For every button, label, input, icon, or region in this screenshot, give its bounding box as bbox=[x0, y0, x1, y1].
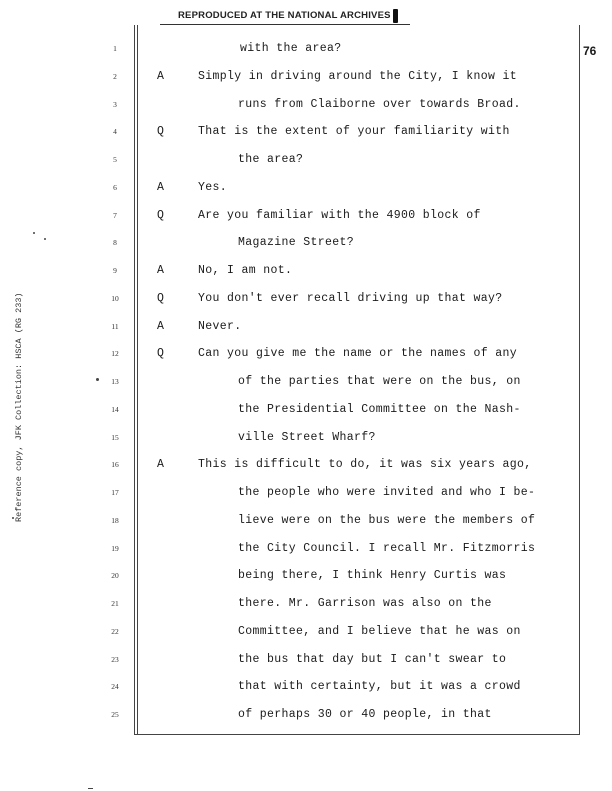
line-number: 20 bbox=[111, 571, 119, 581]
line-number: 21 bbox=[111, 599, 119, 608]
transcript-line: Magazine Street? bbox=[238, 236, 355, 250]
line-number: 10 bbox=[111, 293, 119, 303]
line-number: 5 bbox=[113, 155, 117, 164]
line-number: 3 bbox=[113, 99, 117, 109]
line-number: 15 bbox=[111, 432, 119, 442]
line-number: 14 bbox=[111, 404, 119, 414]
speaker-label: Q bbox=[157, 347, 164, 361]
line-number: 16 bbox=[111, 460, 119, 470]
line-number: 8 bbox=[113, 238, 117, 248]
scan-speck bbox=[33, 232, 35, 234]
transcript-line: Are you familiar with the 4900 block of bbox=[198, 208, 481, 222]
transcript-line: ville Street Wharf? bbox=[238, 430, 376, 444]
speaker-label: A bbox=[157, 69, 164, 83]
speaker-label: A bbox=[157, 458, 164, 472]
transcript-line: being there, I think Henry Curtis was bbox=[238, 569, 507, 583]
line-number: 4 bbox=[113, 127, 117, 137]
transcript-line: You don't ever recall driving up that way? bbox=[198, 291, 503, 305]
transcript-line: of perhaps 30 or 40 people, in that bbox=[238, 708, 492, 721]
margin-rule-left bbox=[134, 25, 135, 735]
transcript-line: Can you give me the name or the names of any bbox=[198, 347, 518, 361]
scan-speck bbox=[12, 517, 14, 519]
transcript-line: This is difficult to do, it was six years ago, bbox=[198, 458, 532, 472]
line-number: 23 bbox=[111, 654, 119, 664]
transcript-line: No, I am not. bbox=[198, 264, 293, 277]
transcript-line: That is the extent of your familiarity with bbox=[198, 125, 510, 139]
speaker-label: Q bbox=[157, 291, 164, 305]
header-rule bbox=[160, 24, 410, 25]
scan-speck bbox=[88, 788, 93, 789]
line-number: 19 bbox=[111, 543, 119, 553]
transcript-line: runs from Claiborne over towards Broad. bbox=[238, 97, 521, 111]
line-number: 13 bbox=[111, 377, 119, 386]
line-number: 11 bbox=[111, 321, 119, 331]
reference-note: Reference copy, JFK Collection: HSCA (RG 233) bbox=[14, 292, 24, 522]
speaker-label: Q bbox=[157, 208, 164, 222]
archive-stamp: REPRODUCED AT THE NATIONAL ARCHIVES bbox=[178, 10, 391, 21]
line-number: 24 bbox=[111, 682, 119, 692]
speaker-label: A bbox=[157, 319, 164, 333]
line-number: 1 bbox=[113, 44, 117, 53]
transcript-line: the City Council. I recall Mr. Fitzmorris bbox=[238, 541, 536, 555]
line-number: 6 bbox=[113, 182, 117, 192]
line-number: 7 bbox=[113, 210, 117, 220]
line-number: 9 bbox=[113, 266, 117, 275]
margin-rule-bottom bbox=[134, 734, 580, 735]
transcript-line: the area? bbox=[238, 153, 304, 166]
transcript-line: with the area? bbox=[240, 42, 342, 55]
margin-rule-left-inner bbox=[137, 25, 138, 735]
transcript-line: the Presidential Committee on the Nash- bbox=[238, 402, 521, 416]
line-number: 22 bbox=[111, 626, 119, 636]
transcript-line: Simply in driving around the City, I know it bbox=[198, 69, 518, 83]
transcript-line: Yes. bbox=[198, 180, 228, 194]
transcript-line: there. Mr. Garrison was also on the bbox=[238, 597, 492, 610]
margin-rule-right bbox=[579, 25, 580, 735]
speaker-label: A bbox=[157, 264, 164, 277]
page-number: 76 bbox=[583, 44, 597, 58]
speaker-label: A bbox=[157, 180, 164, 194]
line-number: 18 bbox=[111, 515, 119, 525]
scan-speck bbox=[96, 378, 99, 381]
line-number: 17 bbox=[111, 488, 119, 497]
line-number: 25 bbox=[111, 710, 119, 719]
transcript-line: the bus that day but I can't swear to bbox=[238, 652, 507, 666]
line-number: 12 bbox=[111, 349, 119, 359]
transcript-line: lieve were on the bus were the members of bbox=[238, 513, 536, 527]
scan-speck bbox=[44, 238, 46, 240]
line-number: 2 bbox=[113, 71, 117, 81]
stamp-mark bbox=[393, 9, 398, 23]
transcript-line: the people who were invited and who I be- bbox=[238, 486, 536, 499]
transcript-line: of the parties that were on the bus, on bbox=[238, 375, 521, 388]
transcript-line: Never. bbox=[198, 319, 242, 333]
speaker-label: Q bbox=[157, 125, 164, 139]
transcript-line: Committee, and I believe that he was on bbox=[238, 624, 521, 638]
transcript-line: that with certainty, but it was a crowd bbox=[238, 680, 521, 694]
